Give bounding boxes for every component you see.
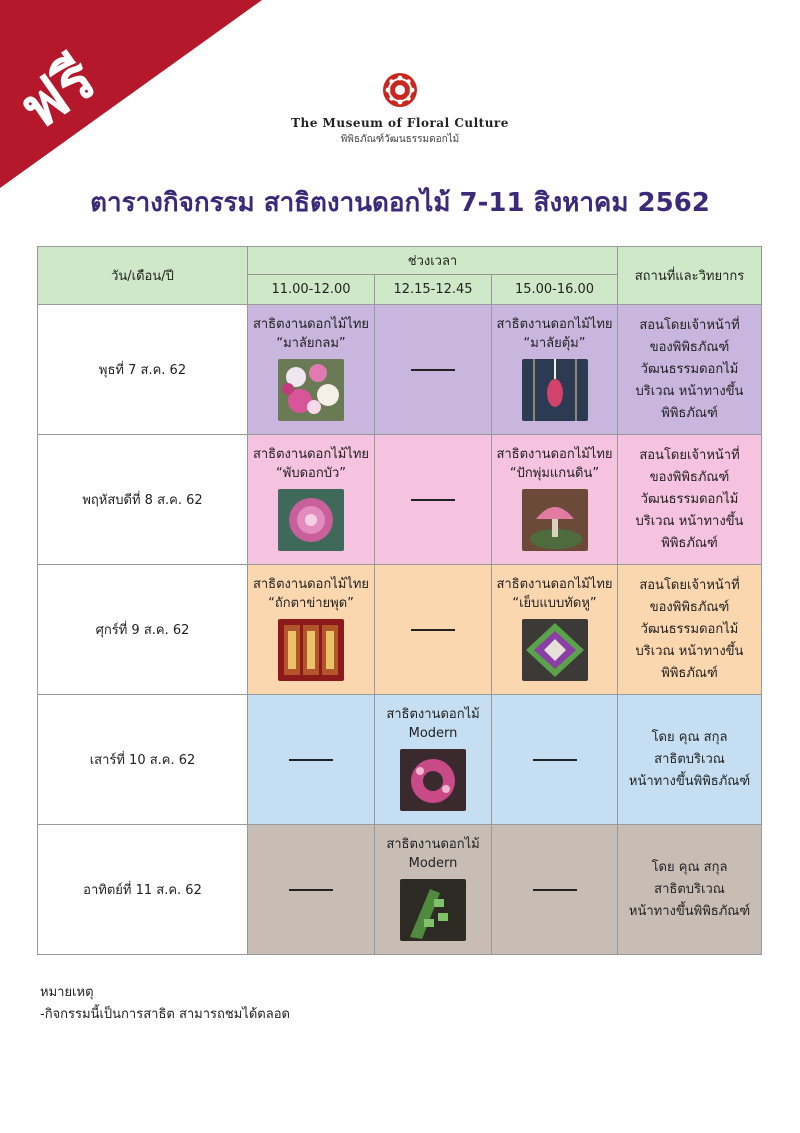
activity-name: “ถักตาข่ายพุด” bbox=[268, 595, 354, 611]
activity-name: “เย็บแบบทัดหู” bbox=[512, 595, 597, 611]
activity-name: “ปักพุ่มแกนดิน” bbox=[509, 465, 600, 481]
venue-line: ของพิพิธภัณฑ์ bbox=[649, 599, 730, 615]
activity-cell bbox=[248, 435, 375, 565]
activity-cell bbox=[492, 435, 618, 565]
venue-line: พิพิธภัณฑ์ bbox=[661, 535, 718, 551]
activity-cell bbox=[492, 305, 618, 435]
venue-line: สาธิตบริเวณ bbox=[654, 751, 725, 767]
activity-cell bbox=[248, 305, 375, 435]
table-row bbox=[38, 695, 762, 825]
venue-cell bbox=[618, 435, 762, 565]
date-cell: อาทิตย์ที่ 11 ส.ค. 62 bbox=[38, 825, 248, 955]
activity-title: สาธิตงานดอกไม้ไทย bbox=[496, 316, 613, 332]
page-title: ตารางกิจกรรม สาธิตงานดอกไม้ 7-11 สิงหาคม 2562 bbox=[90, 188, 710, 218]
table-row bbox=[38, 825, 762, 955]
empty-slot-cell bbox=[375, 305, 492, 435]
ear-ornament-photo-icon bbox=[522, 619, 588, 681]
hanging-garland-photo-icon bbox=[522, 359, 588, 421]
flower-logo-icon bbox=[382, 72, 418, 108]
activity-cell bbox=[492, 565, 618, 695]
venue-line: หน้าทางขึ้นพิพิธภัณฑ์ bbox=[628, 773, 751, 789]
activity-name: “พับดอกบัว” bbox=[276, 465, 346, 481]
activity-title: สาธิตงานดอกไม้ไทย bbox=[496, 576, 613, 592]
empty-slot-cell bbox=[248, 695, 375, 825]
table-row bbox=[38, 565, 762, 695]
empty-slot-cell bbox=[375, 435, 492, 565]
venue-line: ของพิพิธภัณฑ์ bbox=[649, 469, 730, 485]
museum-logo bbox=[0, 72, 800, 147]
dash-divider bbox=[533, 889, 577, 891]
venue-line: บริเวณ หน้าทางขึ้น bbox=[635, 513, 744, 529]
activity-name: “มาลัยกลม” bbox=[276, 335, 346, 351]
flower-garland-photo-icon bbox=[278, 359, 344, 421]
table-row bbox=[38, 435, 762, 565]
dash-divider bbox=[533, 759, 577, 761]
venue-line: สาธิตบริเวณ bbox=[654, 881, 725, 897]
dash-divider bbox=[411, 369, 455, 371]
header-time: ช่วงเวลา bbox=[248, 247, 618, 275]
activity-title: สาธิตงานดอกไม้ไทย bbox=[252, 446, 370, 462]
jasmine-net-photo-icon bbox=[278, 619, 344, 681]
activity-cell bbox=[375, 825, 492, 955]
table-row bbox=[38, 305, 762, 435]
date-cell: เสาร์ที่ 10 ส.ค. 62 bbox=[38, 695, 248, 825]
header-slot-2: 12.15-12.45 bbox=[375, 275, 492, 305]
note-text: -กิจกรรมนี้เป็นการสาธิต สามารถชมได้ตลอด bbox=[40, 1007, 290, 1022]
modern-wreath-photo-icon bbox=[400, 749, 466, 811]
activity-title: สาธิตงานดอกไม้ไทย bbox=[252, 576, 370, 592]
activity-name: Modern bbox=[408, 725, 458, 741]
header-date: วัน/เดือน/ปี bbox=[38, 247, 248, 305]
venue-line: พิพิธภัณฑ์ bbox=[661, 665, 718, 681]
empty-slot-cell bbox=[248, 825, 375, 955]
venue-cell bbox=[618, 305, 762, 435]
venue-line: วัฒนธรรมดอกไม้ bbox=[640, 491, 739, 507]
activity-title: สาธิตงานดอกไม้ไทย bbox=[252, 316, 370, 332]
activity-cell bbox=[248, 565, 375, 695]
venue-line: โดย คุณ สกุล bbox=[651, 859, 728, 875]
dash-divider bbox=[289, 759, 333, 761]
flower-bouquet-photo-icon bbox=[522, 489, 588, 551]
venue-line: สอนโดยเจ้าหน้าที่ bbox=[639, 447, 740, 463]
header-venue: สถานที่และวิทยากร bbox=[618, 247, 762, 305]
venue-line: บริเวณ หน้าทางขึ้น bbox=[635, 643, 744, 659]
venue-cell bbox=[618, 825, 762, 955]
empty-slot-cell bbox=[492, 825, 618, 955]
venue-line: หน้าทางขึ้นพิพิธภัณฑ์ bbox=[628, 903, 751, 919]
dash-divider bbox=[289, 889, 333, 891]
venue-line: บริเวณ หน้าทางขึ้น bbox=[635, 383, 744, 399]
empty-slot-cell bbox=[375, 565, 492, 695]
museum-name-th: พิพิธภัณฑ์วัฒนธรรมดอกไม้ bbox=[340, 134, 460, 145]
modern-arrangement-photo-icon bbox=[400, 879, 466, 941]
venue-line: วัฒนธรรมดอกไม้ bbox=[640, 361, 739, 377]
venue-line: โดย คุณ สกุล bbox=[651, 729, 728, 745]
free-badge-text: ฟรี bbox=[6, 43, 109, 145]
activity-title: สาธิตงานดอกไม้ไทย bbox=[496, 446, 613, 462]
lotus-photo-icon bbox=[278, 489, 344, 551]
activity-title: สาธิตงานดอกไม้ bbox=[386, 706, 480, 722]
venue-line: ของพิพิธภัณฑ์ bbox=[649, 339, 730, 355]
dash-divider bbox=[411, 499, 455, 501]
date-cell: ศุกร์ที่ 9 ส.ค. 62 bbox=[38, 565, 248, 695]
date-cell: พฤหัสบดีที่ 8 ส.ค. 62 bbox=[38, 435, 248, 565]
activity-title: สาธิตงานดอกไม้ bbox=[386, 836, 480, 852]
dash-divider bbox=[411, 629, 455, 631]
activity-name: Modern bbox=[408, 855, 458, 871]
venue-cell bbox=[618, 695, 762, 825]
venue-line: สอนโดยเจ้าหน้าที่ bbox=[639, 317, 740, 333]
note-section bbox=[40, 982, 290, 1026]
activity-name: “มาลัยตุ้ม” bbox=[523, 335, 586, 351]
venue-cell bbox=[618, 565, 762, 695]
museum-name-en: The Museum of Floral Culture bbox=[291, 116, 509, 130]
header-slot-1: 11.00-12.00 bbox=[248, 275, 375, 305]
venue-line: พิพิธภัณฑ์ bbox=[661, 405, 718, 421]
activity-cell bbox=[375, 695, 492, 825]
header-slot-3: 15.00-16.00 bbox=[492, 275, 618, 305]
empty-slot-cell bbox=[492, 695, 618, 825]
schedule-table bbox=[37, 246, 762, 955]
date-cell: พุธที่ 7 ส.ค. 62 bbox=[38, 305, 248, 435]
venue-line: วัฒนธรรมดอกไม้ bbox=[640, 621, 739, 637]
note-heading: หมายเหตุ bbox=[40, 985, 94, 1000]
venue-line: สอนโดยเจ้าหน้าที่ bbox=[639, 577, 740, 593]
